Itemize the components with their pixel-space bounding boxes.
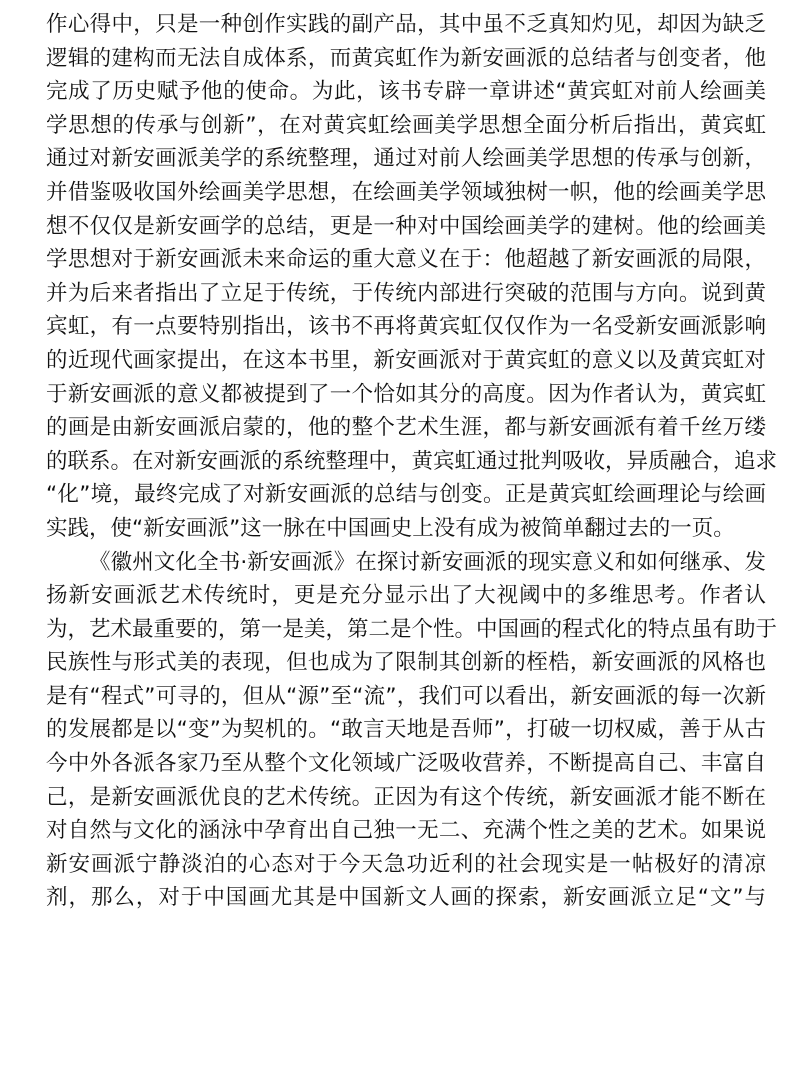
- text-line: 想不仅仅是新安画学的总结，更是一种对中国绘画美学的建树。他的绘画美: [46, 213, 766, 239]
- document-page: [46, 8, 778, 915]
- text-line: 宾虹，有一点要特别指出，该书不再将黄宾虹仅仅作为一名受新安画派影响: [46, 314, 766, 340]
- text-line: 的画是由新安画派启蒙的，他的整个艺术生涯，都与新安画派有着千丝万缕: [46, 415, 766, 441]
- text-line: 学思想对于新安画派未来命运的重大意义在于：他超越了新安画派的局限，: [46, 247, 766, 273]
- text-line: 学思想的传承与创新”，在对黄宾虹绘画美学思想全面分析后指出，黄宾虹: [46, 112, 766, 138]
- text-line: 并为后来者指出了立足于传统，于传统内部进行突破的范围与方向。说到黄: [46, 280, 766, 306]
- text-line: 民族性与形式美的表现，但也成为了限制其创新的桎梏，新安画派的风格也: [46, 650, 766, 676]
- text-line-indented: 《徽州文化全书·新安画派》在探讨新安画派的现实意义和如何继承、发: [89, 549, 766, 575]
- text-line: 己，是新安画派优良的艺术传统。正因为有这个传统，新安画派才能不断在: [46, 784, 766, 810]
- text-line: 逻辑的建构而无法自成体系，而黄宾虹作为新安画派的总结者与创变者，他: [46, 45, 766, 71]
- text-line: “化”境，最终完成了对新安画派的总结与创变。正是黄宾虹绘画理论与绘画: [46, 482, 766, 508]
- text-line: 今中外各派各家乃至从整个文化领域广泛吸收营养，不断提高自己、丰富自: [46, 751, 766, 777]
- text-line: 新安画派宁静淡泊的心态对于今天急功近利的社会现实是一帖极好的清凉: [46, 851, 766, 877]
- text-line: 对自然与文化的涵泳中孕育出自己独一无二、充满个性之美的艺术。如果说: [46, 818, 766, 844]
- text-line: 的近现代画家提出，在这本书里，新安画派对于黄宾虹的意义以及黄宾虹对: [46, 347, 766, 373]
- text-line: 于新安画派的意义都被提到了一个恰如其分的高度。因为作者认为，黄宾虹: [46, 381, 766, 407]
- text-line: 并借鉴吸收国外绘画美学思想，在绘画美学领域独树一帜，他的绘画美学思: [46, 179, 766, 205]
- text-line: 通过对新安画派美学的系统整理，通过对前人绘画美学思想的传承与创新，: [46, 146, 766, 172]
- text-line: 扬新安画派艺术传统时，更是充分显示出了大视阈中的多维思考。作者认: [46, 583, 766, 609]
- text-line: 作心得中，只是一种创作实践的副产品，其中虽不乏真知灼见，却因为缺乏: [46, 12, 766, 37]
- text-line: 为，艺术最重要的，第一是美，第二是个性。中国画的程式化的特点虽有助于: [46, 616, 778, 642]
- paragraph-2: [46, 546, 778, 916]
- text-line: 完成了历史赋予他的使命。为此，该书专辟一章讲述“黄宾虹对前人绘画美: [46, 79, 766, 105]
- text-line: 是有“程式”可寻的，但从“源”至“流”，我们可以看出，新安画派的每一次新: [46, 683, 766, 709]
- text-line: 的发展都是以“变”为契机的。“敢言天地是吾师”，打破一切权威，善于从古: [46, 717, 766, 743]
- text-line: 实践，使“新安画派”这一脉在中国画史上没有成为被简单翻过去的一页。: [46, 515, 735, 541]
- text-line: 的联系。在对新安画派的系统整理中，黄宾虹通过批判吸收，异质融合，追求: [46, 448, 778, 474]
- text-line: 剂，那么，对于中国画尤其是中国新文人画的探索，新安画派立足“文”与: [46, 885, 766, 911]
- paragraph-1: [46, 8, 778, 546]
